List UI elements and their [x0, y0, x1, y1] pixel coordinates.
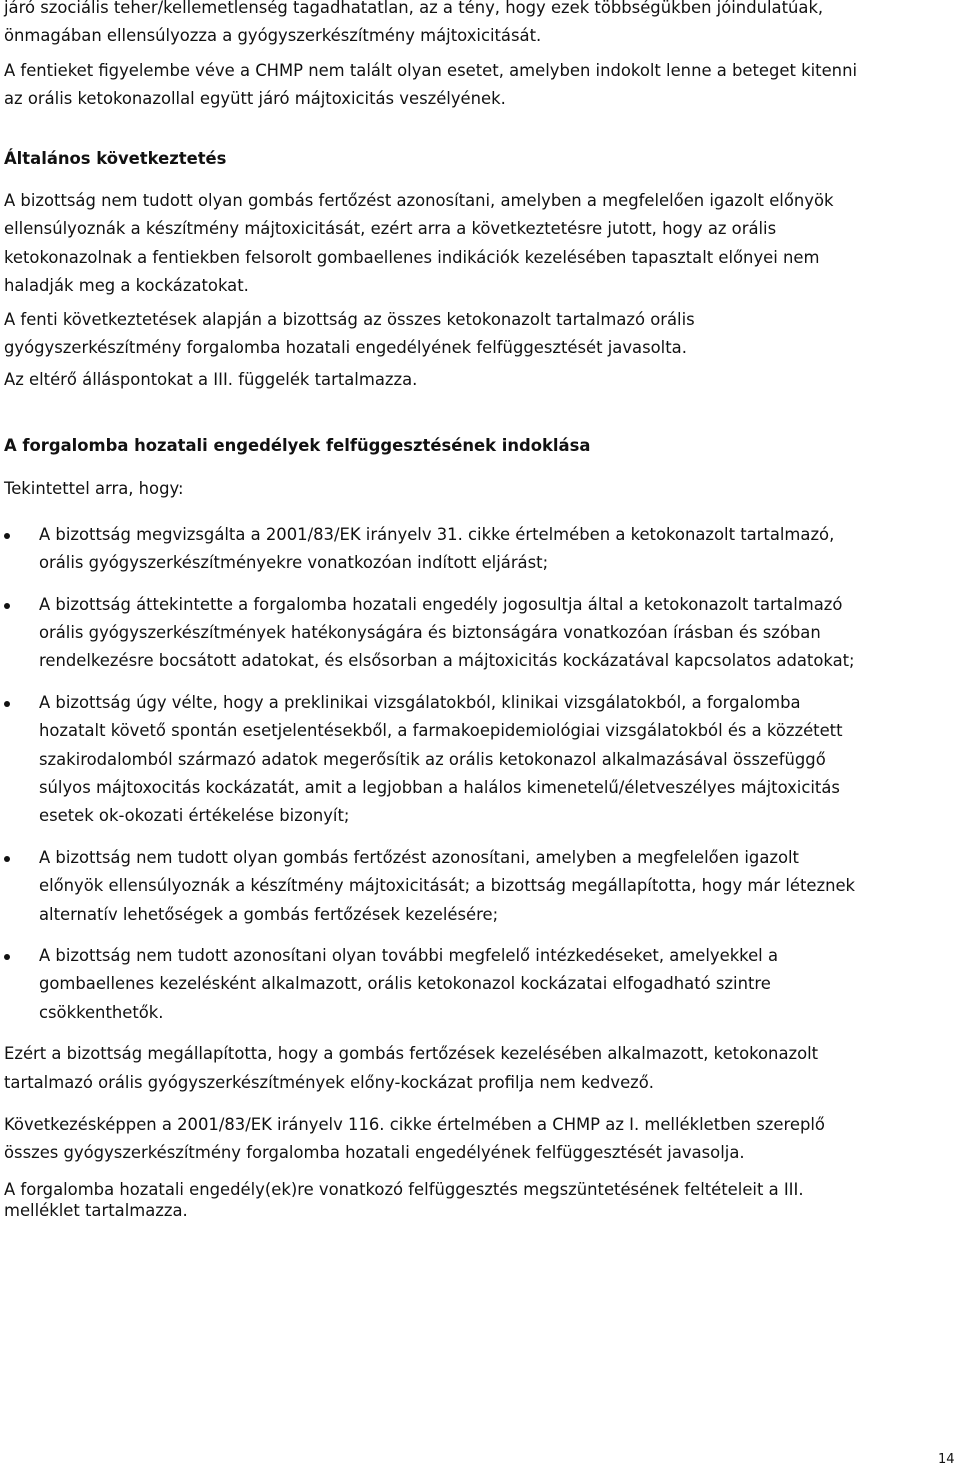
grounds-heading: A forgalomba hozatali engedélyek felfüggesztésének indoklása: [4, 435, 591, 455]
bullet-icon: [4, 701, 10, 707]
list-item: [4, 521, 938, 578]
text-line: önmagában ellensúlyozza a gyógyszerkészítmény májtoxicitását.: [4, 26, 542, 46]
document-page: [4, 0, 938, 1221]
text-line: rendelkezésre bocsátott adatokat, és elsősorban a májtoxicitás kockázatával kapcsolatos adatokat;: [39, 651, 855, 671]
text-line: gombaellenes kezelésként alkalmazott, orális ketokonazol kockázatai elfogadható szintre: [39, 974, 771, 994]
text-line: melléklet tartalmazza.: [4, 1200, 188, 1220]
closing-paragraph-2: [4, 1111, 938, 1168]
text-line: Következésképpen a 2001/83/EK irányelv 116. cikke értelmében a CHMP az I. mellékletben szereplő: [4, 1115, 825, 1134]
text-line: összes gyógyszerkészítmény forgalomba hozatali engedélyének felfüggesztését javasolja.: [4, 1143, 745, 1163]
text-line: alternatív lehetőségek a gombás fertőzések kezelésére;: [39, 904, 499, 924]
text-line: A bizottság nem tudott olyan gombás fertőzést azonosítani, amelyben a megfelelően igazolt: [39, 847, 799, 867]
text-line: az orális ketokonazollal együtt járó májtoxicitás veszélyének.: [4, 89, 506, 109]
text-line: járó szociális teher/kellemetlenség tagadhatatlan, az a tény, hogy ezek többségükben jóindulatúak,: [4, 0, 824, 17]
text-line: A fenti következtetések alapján a bizottság az összes ketokonazolt tartalmazó orális: [4, 309, 695, 329]
text-line: ketokonazolnak a fentiekben felsorolt gombaellenes indikációk kezelésében tapasztalt előnyei nem: [4, 247, 820, 267]
closing-paragraph-3: [4, 1179, 938, 1221]
conclusion-paragraph-2: [4, 306, 938, 363]
text-line: haladják meg a kockázatokat.: [4, 276, 249, 296]
intro-paragraph: [4, 0, 938, 51]
conclusion-paragraph-3: [4, 366, 938, 394]
list-item: [4, 689, 938, 831]
text-line: szakirodalomból származó adatok megerősítik az orális ketokonazol alkalmazásával összefüggő: [39, 749, 826, 769]
list-item: [4, 591, 938, 676]
page-number: 14: [938, 1452, 955, 1467]
bullet-icon: [4, 533, 10, 539]
text-line: orális gyógyszerkészítmények hatékonyságára és biztonságára vonatkozóan írásban és szóban: [39, 622, 821, 642]
text-line: A bizottság megvizsgálta a 2001/83/EK irányelv 31. cikke értelmében a ketokonazolt tartalmazó,: [39, 524, 835, 544]
conclusion-heading: Általános következtetés: [4, 148, 227, 168]
grounds-list: [4, 521, 938, 1028]
text-line: A bizottság úgy vélte, hogy a preklinikai vizsgálatokból, klinikai vizsgálatokból, a forgalomba: [39, 692, 801, 712]
closing-paragraph-1: [4, 1040, 938, 1097]
text-line: előnyök ellensúlyoznák a készítmény májtoxicitását; a bizottság megállapította, hogy már léteznek: [39, 876, 856, 896]
text-line: A bizottság nem tudott azonosítani olyan további megfelelő intézkedéseket, amelyekkel a: [39, 945, 778, 965]
conclusion-paragraph-1: [4, 187, 938, 301]
text-line: A fentieket figyelembe véve a CHMP nem talált olyan esetet, amelyben indokolt lenne a beteget kitenni: [4, 60, 858, 80]
text-line: súlyos májtoxocitás kockázatát, amit a legjobban a halálos kimenetelű/életveszélyes májtoxicitás: [39, 777, 840, 797]
text-line: A bizottság nem tudott olyan gombás fertőzést azonosítani, amelyben a megfelelően igazolt előnyök: [4, 191, 834, 211]
list-item: [4, 844, 938, 929]
bullet-icon: [4, 954, 10, 960]
chmp-paragraph: [4, 57, 938, 114]
bullet-icon: [4, 856, 10, 862]
list-item: [4, 942, 938, 1027]
grounds-lead: Tekintettel arra, hogy:: [4, 479, 184, 499]
text-line: csökkenthetők.: [39, 1002, 164, 1022]
text-line: Az eltérő álláspontokat a III. függelék tartalmazza.: [4, 370, 418, 390]
text-line: ellensúlyoznák a készítmény májtoxicitását, ezért arra a következtetésre jutott, hogy az orális: [4, 219, 777, 239]
text-line: orális gyógyszerkészítményekre vonatkozóan indított eljárást;: [39, 553, 549, 573]
text-line: A bizottság áttekintette a forgalomba hozatali engedély jogosultja által a ketokonazolt tartalmazó: [39, 594, 843, 614]
text-line: hozatalt követő spontán esetjelentésekből, a farmakoepidemiológiai vizsgálatokból és a közzétett: [39, 721, 843, 741]
text-line: tartalmazó orális gyógyszerkészítmények előny-kockázat profilja nem kedvező.: [4, 1072, 655, 1092]
text-line: Ezért a bizottság megállapította, hogy a gombás fertőzések kezelésében alkalmazott, ketokonazolt: [4, 1044, 819, 1064]
text-line: esetek ok-okozati értékelése bizonyít;: [39, 806, 350, 826]
bullet-icon: [4, 603, 10, 609]
text-line: A forgalomba hozatali engedély(ek)re vonatkozó felfüggesztés megszüntetésének feltételeit a III.: [4, 1179, 804, 1199]
text-line: gyógyszerkészítmény forgalomba hozatali engedélyének felfüggesztését javasolta.: [4, 338, 687, 358]
